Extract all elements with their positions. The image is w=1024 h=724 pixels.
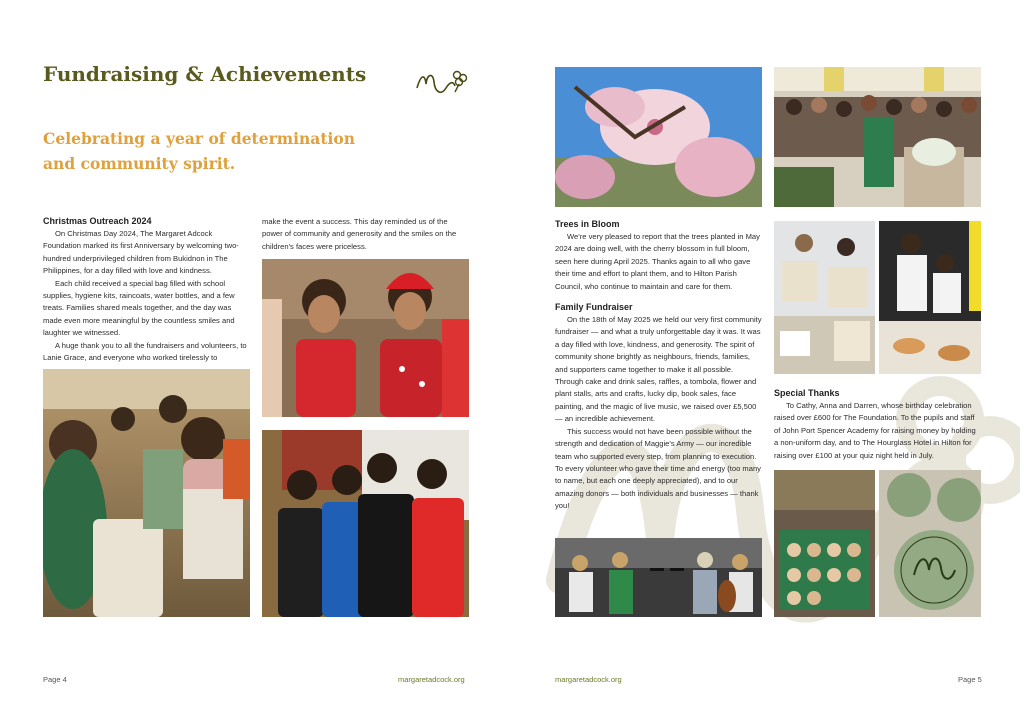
photo-children-bags bbox=[43, 369, 250, 617]
family-paragraph: This success would not have been possible without the strength and dedication of Maggie's Army — our incredible team who supported every step, from planning to execution. To every volunteer who gave their time and energy (too many to name, but each one deeply appreciated), and to our amazing donors — both individuals and businesses — thank you! bbox=[555, 426, 761, 511]
page-number-left: Page 4 bbox=[43, 675, 67, 684]
trees-paragraph: We're very pleased to report that the trees planted in May 2024 are doing well, with the cherry blossom in full bloom, seen here during April 2025. Thanks again to all who gave their time and effort to plant them, and to Hilton Parish Council, who continue to maintain and care for them. bbox=[555, 232, 760, 291]
christmas-paragraph: make the event a success. This day reminded us of the power of community and generosity and the smiles on the children's faces were priceless. bbox=[262, 217, 457, 251]
trees-heading: Trees in Bloom bbox=[555, 219, 620, 229]
family-paragraph: On the 18th of May 2025 we held our very first community fundraiser — and what a truly unforgettable day it was. It was a day filled with love, kindness, and generosity. The spirit of community shone brightly as neighbours, friends, families, and supporters came together to make it all possible. Through cake and drink sales, raffles, a tombola, flower and plant stalls, arts and crafts, lucky dip, book sales, face painting, and the magic of live music, we raised over £5,500 — an incredible achievement. bbox=[555, 315, 762, 424]
website-link-right[interactable]: margaretadcock.org bbox=[555, 675, 622, 684]
thanks-paragraph: To Cathy, Anna and Darren, whose birthday celebration raised over £600 for The Foundation. To the pupils and staff of John Port Spencer Academy for raising money by holding a non-uniform day, and to The Hourglass Hotel in Hilton for raising over £100 at your quiz night held in July. bbox=[774, 401, 976, 460]
trees-family-section bbox=[555, 219, 763, 513]
photo-tote-bags bbox=[774, 221, 875, 374]
photo-two-girls bbox=[262, 259, 469, 417]
photo-cherry-blossom bbox=[555, 67, 762, 207]
page-title: Fundraising & Achievements bbox=[43, 62, 367, 86]
photo-fundraiser-crowd bbox=[774, 67, 981, 207]
photo-string-quartet bbox=[555, 538, 762, 617]
photo-cake-stall bbox=[879, 221, 981, 374]
christmas-paragraph: Each child received a special bag filled with school supplies, hygiene kits, raincoats, water bottles, and a few treats. Families shared meals together, and the day was made even more meaningful by the countless smiles and laughter we witnessed. bbox=[43, 278, 235, 338]
website-link-left[interactable]: margaretadcock.org bbox=[398, 675, 465, 684]
special-thanks-section bbox=[774, 388, 982, 462]
christmas-section bbox=[43, 216, 251, 364]
christmas-paragraph: A huge thank you to all the fundraisers and volunteers, to Lanie Grace, and everyone who worked tirelessly to bbox=[43, 340, 247, 363]
monogram-logo-icon bbox=[413, 66, 471, 98]
family-heading: Family Fundraiser bbox=[555, 302, 633, 313]
thanks-heading: Special Thanks bbox=[774, 388, 840, 398]
christmas-continuation bbox=[262, 216, 468, 253]
christmas-heading: Christmas Outreach 2024 bbox=[43, 216, 152, 226]
photo-four-boys bbox=[262, 430, 469, 617]
photo-cupcakes bbox=[774, 470, 875, 617]
page-number-right: Page 5 bbox=[958, 675, 982, 684]
page-subtitle: Celebrating a year of determination and community spirit. bbox=[43, 129, 356, 173]
christmas-paragraph: On Christmas Day 2024, The Margaret Adcock Foundation marked its first Anniversary by welcoming two-hundred underprivileged children from Bukidnon in The Philippines, for a day filled with love and kindness. bbox=[43, 229, 239, 276]
photo-branded-cookies bbox=[879, 470, 981, 617]
